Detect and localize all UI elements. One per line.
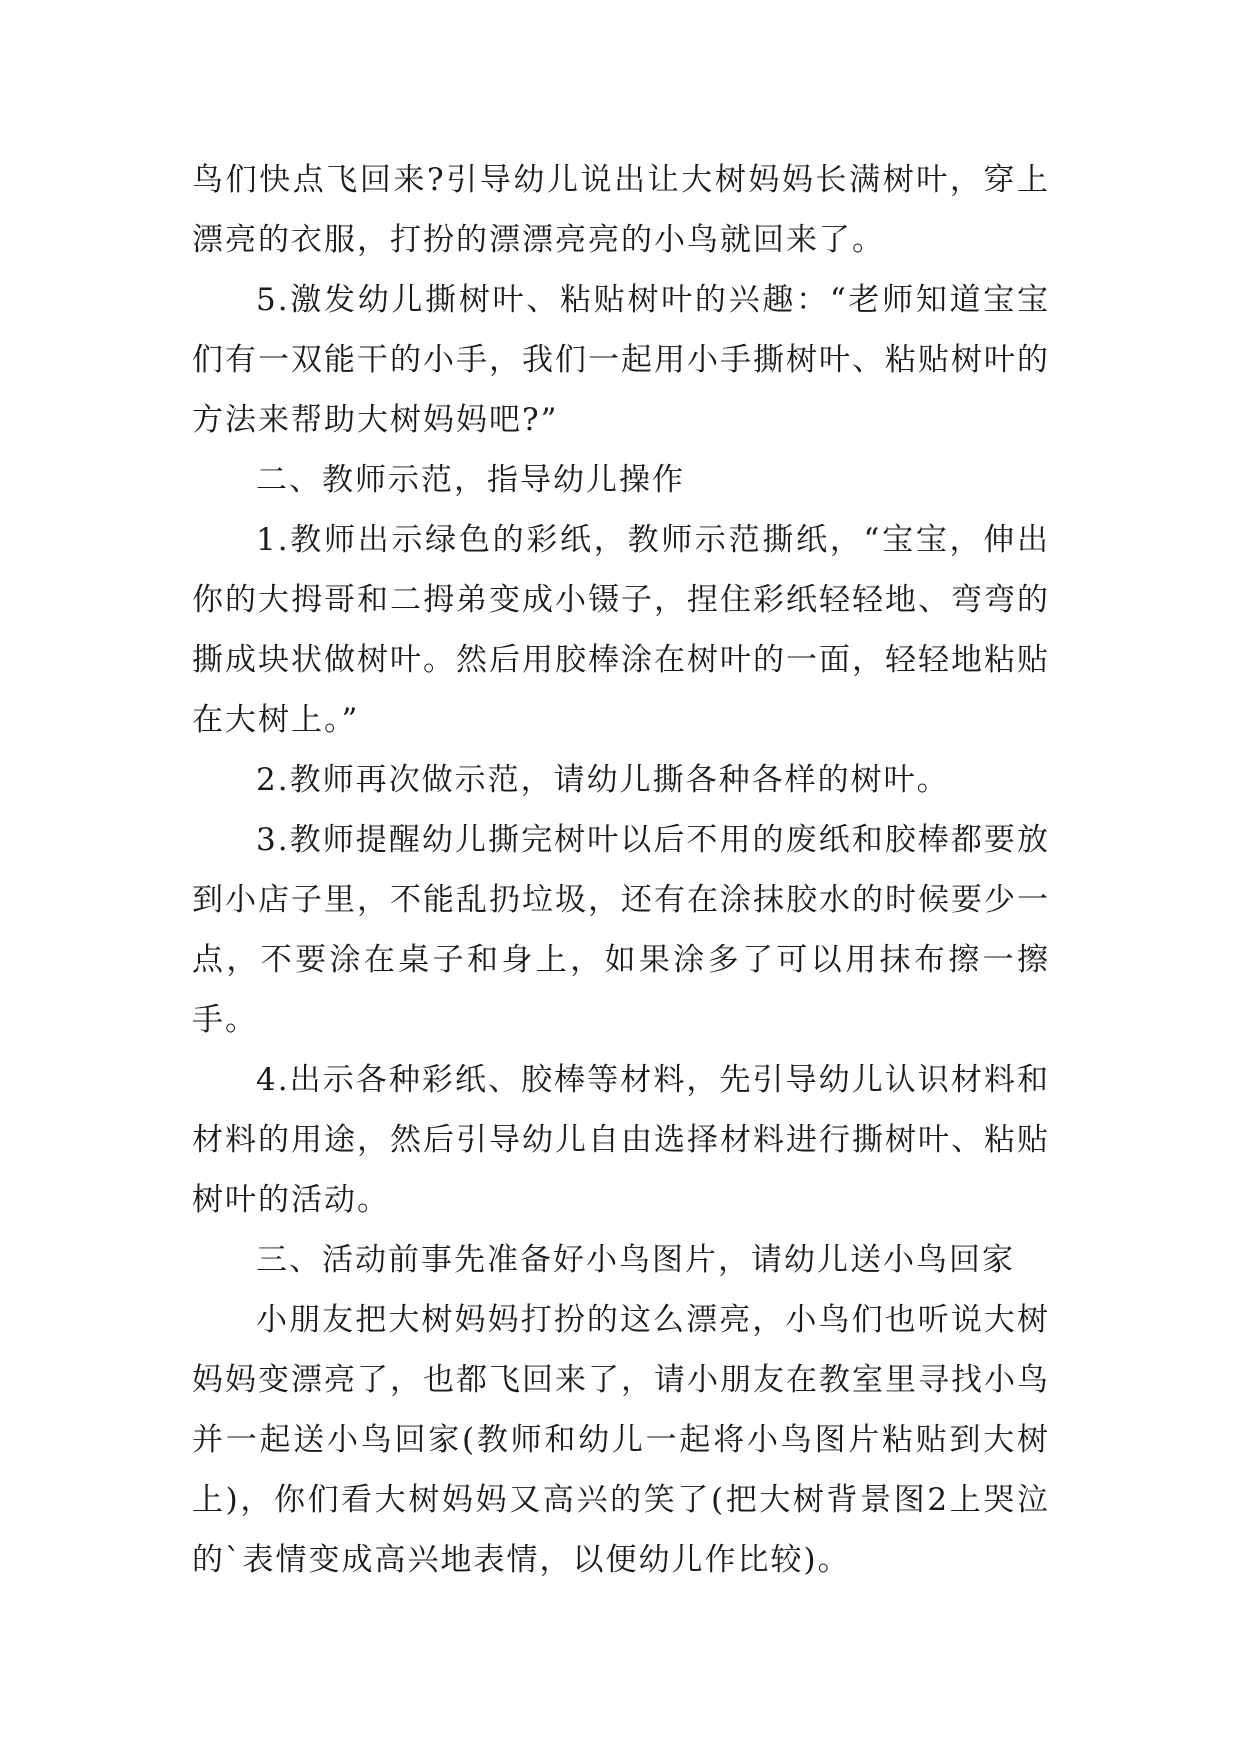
- paragraph-step-1: 1.教师出示绿色的彩纸，教师示范撕纸，“宝宝，伸出你的大拇哥和二拇弟变成小镊子，捏住彩纸轻轻地、弯弯的撕成块状做树叶。然后用胶棒涂在树叶的一面，轻轻地粘贴在大树上。”: [192, 522, 1050, 738]
- section-heading-2: 二、教师示范，指导幼儿操作: [256, 462, 685, 498]
- paragraph-step-5: 5.激发幼儿撕树叶、粘贴树叶的兴趣：“老师知道宝宝们有一双能干的小手，我们一起用小手撕树叶、粘贴树叶的方法来帮助大树妈妈吧?”: [192, 282, 1050, 438]
- paragraph-step-3: 3.教师提醒幼儿撕完树叶以后不用的废纸和胶棒都要放到小店子里，不能乱扔垃圾，还有在涂抹胶水的时候要少一点，不要涂在桌子和身上，如果涂多了可以用抹布擦一擦手。: [192, 822, 1050, 1038]
- paragraph-closing: 小朋友把大树妈妈打扮的这么漂亮，小鸟们也听说大树妈妈变漂亮了，也都飞回来了，请小朋友在教室里寻找小鸟并一起送小鸟回家(教师和幼儿一起将小鸟图片粘贴到大树上)，你们看大树妈妈又高兴的笑了(把大树背景图2上哭泣的`表情变成高兴地表情，以便幼儿作比较)。: [192, 1302, 1050, 1578]
- paragraph-step-4: 4.出示各种彩纸、胶棒等材料，先引导幼儿认识材料和材料的用途，然后引导幼儿自由选择材料进行撕树叶、粘贴树叶的活动。: [192, 1062, 1050, 1218]
- paragraph-step-2: 2.教师再次做示范，请幼儿撕各种各样的树叶。: [256, 762, 950, 798]
- paragraph-continuation: 鸟们快点飞回来?引导幼儿说出让大树妈妈长满树叶，穿上漂亮的衣服，打扮的漂漂亮亮的小鸟就回来了。: [192, 162, 1050, 258]
- section-heading-3: 三、活动前事先准备好小鸟图片，请幼儿送小鸟回家: [256, 1242, 1015, 1278]
- document-body: [192, 150, 1050, 1590]
